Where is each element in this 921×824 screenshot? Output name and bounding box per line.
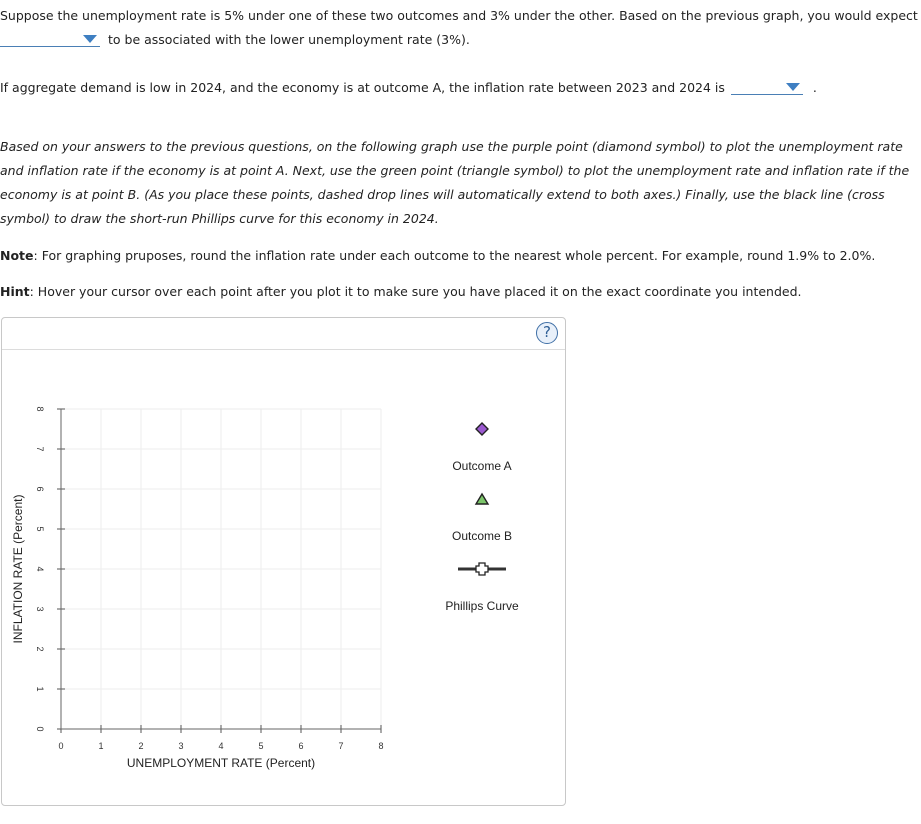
note	[0, 248, 875, 263]
legend-outcome-a-label: Outcome A	[452, 459, 512, 473]
y-axis-title: INFLATION RATE (Percent)	[11, 494, 25, 644]
chevron-down-icon	[83, 35, 97, 43]
phillips-graph[interactable]	[2, 318, 567, 807]
outcome-b-triangle-tool[interactable]	[476, 494, 488, 504]
q2-dropdown[interactable]	[731, 80, 803, 95]
note-text: : For graphing pruposes, round the inflation rate under each outcome to the nearest whole percent. For example, round 1.9% to 2.0%.	[33, 248, 876, 263]
chevron-down-icon	[786, 83, 800, 91]
x-tick-label: 2	[138, 741, 144, 751]
question-1	[0, 8, 918, 23]
instructions: Based on your answers to the previous questions, on the following graph use the purple point (diamond symbol) to plot the unemployment rate and inflation rate if the economy is at point A. Next, use the green point (triangle symbol) to plot the unemployment rate and inflation rate if the economy is at point B. (As you place these points, dashed drop lines will automatically extend to both axes.) Finally, use the black line (cross symbol) to draw the short-run Phillips curve for this economy in 2024.	[0, 139, 910, 226]
axes	[35, 406, 384, 751]
note-label: Note	[0, 248, 34, 263]
graph-panel	[1, 317, 566, 806]
question-1-text-after: to be associated with the lower unemployment rate (3%).	[107, 32, 470, 47]
y-tick-label: 3	[35, 606, 45, 612]
y-tick-label: 8	[35, 406, 45, 412]
hint	[0, 284, 802, 299]
question-2	[0, 80, 817, 95]
x-tick-label: 7	[338, 741, 344, 751]
outcome-a-diamond-tool[interactable]	[476, 423, 488, 435]
question-2-text: If aggregate demand is low in 2024, and the economy is at outcome A, the inflation rate between 2023 and 2024 is	[0, 80, 725, 95]
hint-label: Hint	[0, 284, 30, 299]
x-tick-label: 8	[378, 741, 384, 751]
hint-text: : Hover your cursor over each point after you plot it to make sure you have placed it on the exact coordinate you intended.	[29, 284, 802, 299]
x-tick-label: 4	[218, 741, 224, 751]
question-1-line-2	[0, 32, 470, 47]
question-2-text-after: .	[812, 80, 817, 95]
phillips-curve-cross-tool[interactable]	[458, 563, 506, 575]
cross-icon	[476, 563, 488, 575]
x-tick-label: 1	[98, 741, 104, 751]
y-tick-label: 1	[35, 686, 45, 692]
x-tick-label: 0	[58, 741, 64, 751]
legend-phillips-label: Phillips Curve	[445, 599, 519, 613]
x-tick-label: 3	[178, 741, 184, 751]
x-tick-label: 6	[298, 741, 304, 751]
x-axis-title: UNEMPLOYMENT RATE (Percent)	[126, 756, 316, 770]
q1-dropdown[interactable]	[0, 32, 100, 47]
y-tick-label: 6	[35, 486, 45, 492]
grid	[61, 409, 381, 729]
y-tick-label: 5	[35, 526, 45, 532]
y-tick-label: 2	[35, 646, 45, 652]
legend-outcome-b-label: Outcome B	[451, 529, 513, 543]
help-button[interactable]: ?	[536, 322, 558, 344]
y-tick-label: 4	[35, 566, 45, 572]
question-1-text: Suppose the unemployment rate is 5% under one of these two outcomes and 3% under the other. Based on the previous graph, you would expect	[0, 8, 918, 23]
y-tick-label: 0	[35, 726, 45, 732]
y-tick-label: 7	[35, 446, 45, 452]
x-tick-label: 5	[258, 741, 264, 751]
